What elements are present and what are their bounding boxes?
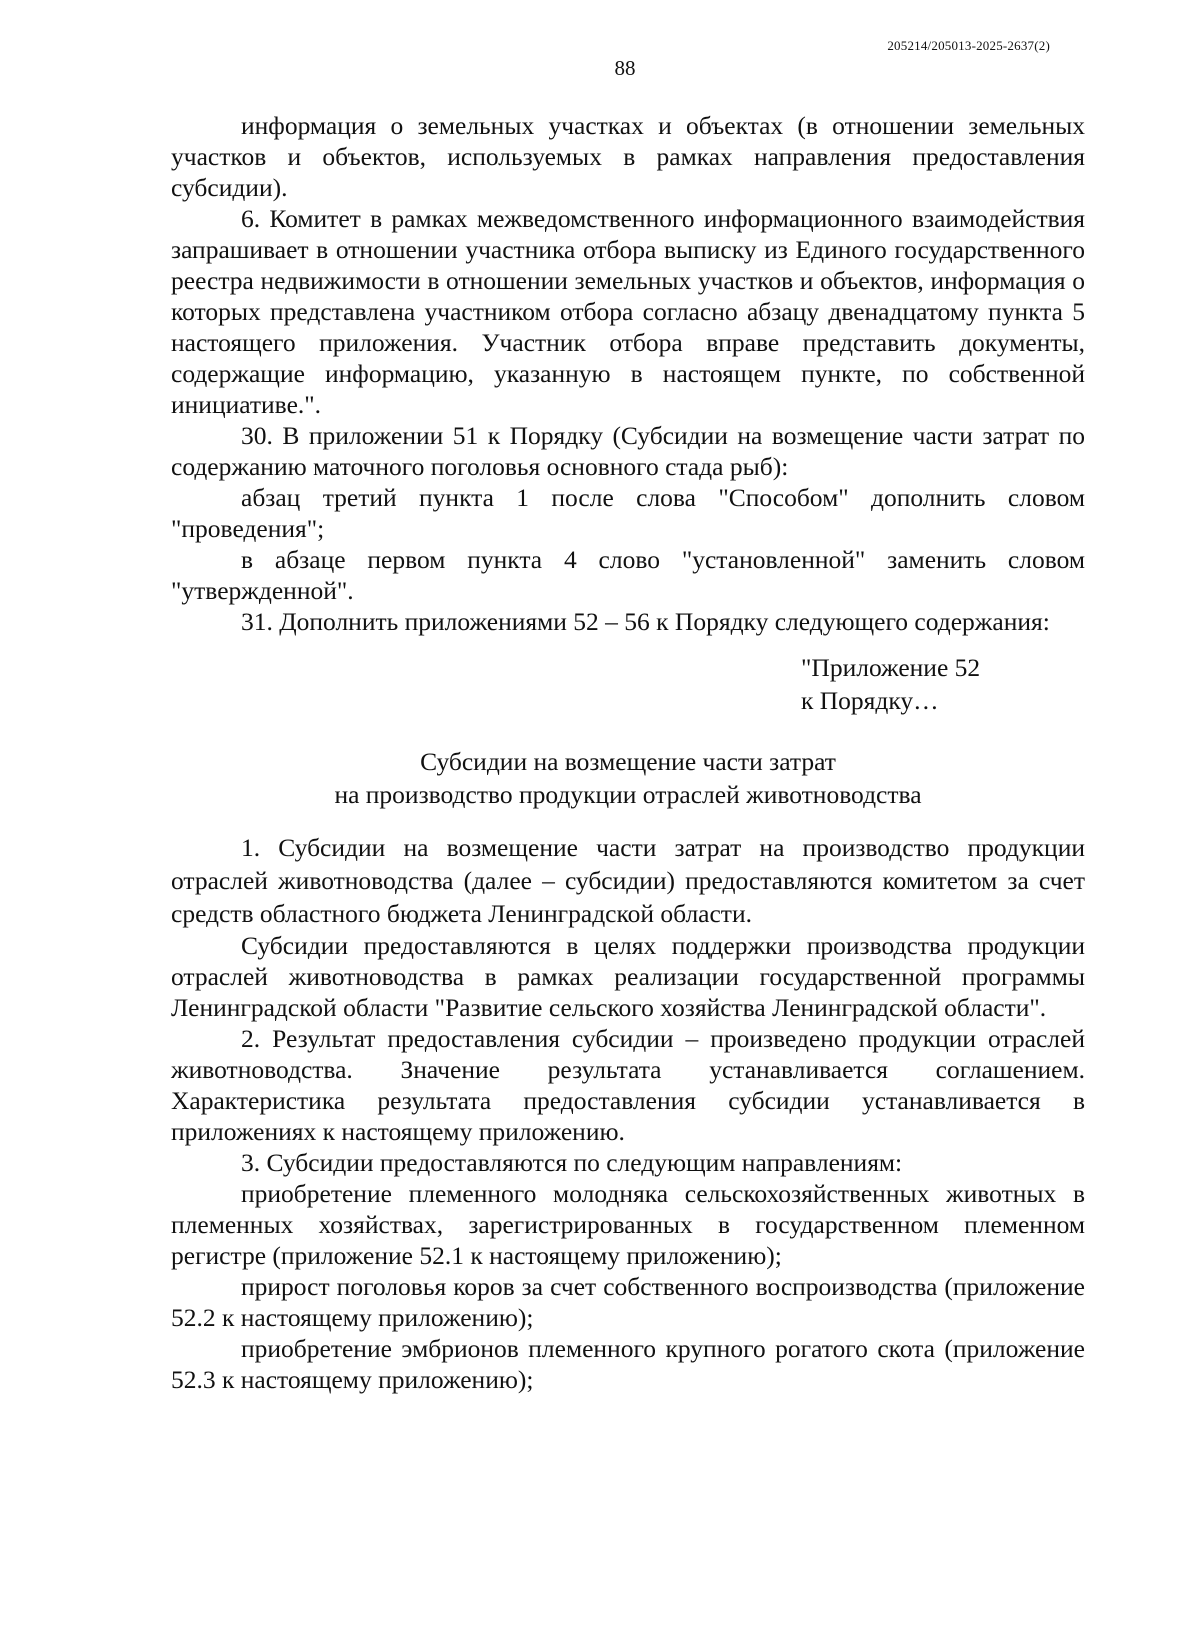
paragraph-item-6: 6. Комитет в рамках межведомственного информационного взаимодействия запрашивает в отношении участника отбора выписку из Единого государственного реестра недвижимости в отношении земельных участков и объектов, информация о которых представлена участником отбора согласно абзацу двенадцатому пункта 5 настоящего приложения. Участник отбора вправе представить документы, содержащие информацию, указанную в настоящем пункте, по собственной инициативе.". <box>171 204 1085 419</box>
paragraph-item-30: 30. В приложении 51 к Порядку (Субсидии на возмещение части затрат по содержанию маточного поголовья основного стада рыб): <box>171 421 1085 481</box>
paragraph-land-info: информация о земельных участках и объектах (в отношении земельных участков и объектов, используемых в рамках направления предоставления субсидии). <box>171 111 1085 202</box>
section-paragraph-3-a: приобретение племенного молодняка сельскохозяйственных животных в племенных хозяйствах, зарегистрированных в государственном племенном регистре (приложение 52.1 к настоящему приложению); <box>171 1179 1085 1270</box>
section-paragraph-3-c: приобретение эмбрионов племенного крупного рогатого скота (приложение 52.3 к настоящему приложению); <box>171 1334 1085 1394</box>
attachment-note-line-1: "Приложение 52 <box>801 653 981 682</box>
section-title-line-1: Субсидии на возмещение части затрат <box>420 747 836 776</box>
attachment-note <box>801 651 1085 717</box>
section-paragraph-3-b: прирост поголовья коров за счет собственного воспроизводства (приложение 52.2 к настоящему приложению); <box>171 1272 1085 1332</box>
paragraph-item-30-b: в абзаце первом пункта 4 слово "установленной" заменить словом "утвержденной". <box>171 545 1085 605</box>
section-paragraph-3: 3. Субсидии предоставляются по следующим направлениям: <box>241 1148 903 1177</box>
section-paragraph-1-purpose: Субсидии предоставляются в целях поддержки производства продукции отраслей животноводства в рамках реализации государственной программы Ленинградской области "Развитие сельского хозяйства Ленинградской области". <box>171 931 1085 1022</box>
section-paragraph-1: 1. Субсидии на возмещение части затрат на производство продукции отраслей животноводства (далее – субсидии) предоставляются комитетом за счет средств областного бюджета Ленинградской области. <box>171 833 1085 928</box>
page-number: 88 <box>614 56 636 80</box>
document-body <box>171 110 1085 1395</box>
section-title <box>171 745 1085 811</box>
section-title-line-2: на производство продукции отраслей животноводства <box>334 780 922 809</box>
attachment-note-line-2: к Порядку… <box>801 686 939 715</box>
paragraph-item-31: 31. Дополнить приложениями 52 – 56 к Порядку следующего содержания: <box>241 607 1050 636</box>
section-paragraph-2: 2. Результат предоставления субсидии – произведено продукции отраслей животноводства. Значение результата устанавливается соглашением. Характеристика результата предоставления субсидии устанавливается в приложениях к настоящему приложению. <box>171 1024 1085 1146</box>
paragraph-item-30-a: абзац третий пункта 1 после слова "Способом" дополнить словом "проведения"; <box>171 483 1085 543</box>
document-id: 205214/205013-2025-2637(2) <box>887 38 1050 53</box>
